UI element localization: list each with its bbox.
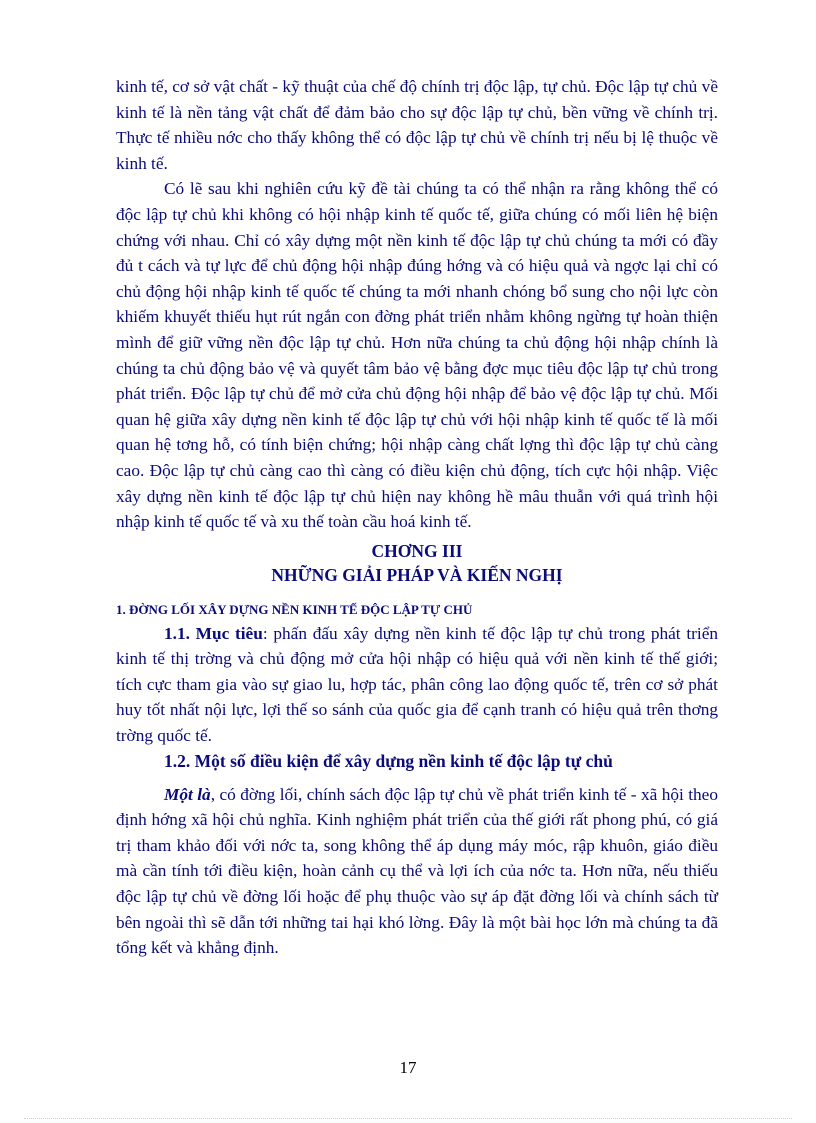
chapter-number: CHƠNG III: [371, 540, 463, 561]
objective-text: : phấn đấu xây dựng nền kinh tế độc lập tự chủ trong phát triển kinh tế thị trờng và chủ động mở cửa hội nhập có hiệu quả với nền kinh tế thế giới; tích cực tham gia vào sự giao lu, hợp tác, phân công lao động quốc tế, trên cơ sở phát huy tốt nhất nội lực, lợi thế so sánh của quốc gia để cạnh tranh có hiệu quả trên thơng trờng quốc tế.: [116, 623, 719, 746]
subsection-label-objective: 1.1. Mục tiêu: [164, 623, 263, 643]
paragraph-conclusion: Có lẽ sau khi nghiên cứu kỹ đề tài chúng ta có thể nhận ra rằng không thể có độc lập tự chủ khi không có hội nhập kinh tế quốc tế, giữa chúng có mối liên hệ biện chứng với nhau. Chỉ có xây dựng một nền kinh tế độc lập tự chủ chúng ta mới có đầy đủ t cách và tự lực để chủ động hội nhập đúng hớng và có hiệu quả và ngợc lại chỉ có chủ động hội nhập kinh tế quốc tế chúng ta mới nhanh chóng bổ sung cho nội lực còn khiếm khuyết thiếu hụt rút ngắn con đờng phát triển nhằm không ngừng tự hoàn thiện mình để giữ vững nền độc lập tự chủ. Hơn nữa chúng ta chủ động hội nhập chính là chúng ta chủ động bảo vệ và quyết tâm bảo vệ bằng đợc mục tiêu độc lập tự chủ trong phát triển. Độc lập tự chủ để mở cửa chủ động hội nhập để bảo vệ độc lập tự chủ. Mối quan hệ giữa xây dựng nền kinh tế độc lập tự chủ với hội nhập kinh tế quốc tế là mối quan hệ tơng hỗ, có tính biện chứng; hội nhập càng chất lợng thì độc lập tự chủ càng cao. Độc lập tự chủ càng cao thì càng có điều kiện chủ động, tích cực hội nhập. Việc xây dựng nền kinh tế độc lập tự chủ hiện nay không hề mâu thuẫn với quá trình hội nhập kinh tế quốc tế và xu thế toàn cầu hoá kinh tế.: [116, 179, 718, 532]
chapter-title: NHỮNG GIẢI PHÁP VÀ KIẾN NGHỊ: [271, 564, 563, 585]
condition-lead: Một là: [164, 784, 211, 804]
condition-text: , có đờng lối, chính sách độc lập tự chủ về phát triển kinh tế - xã hội theo định hớng xã hội chủ nghĩa. Kinh nghiệm phát triển của thế giới rất phong phú, có giá trị tham khảo đối với nớc ta, song không thể áp dụng máy móc, rập khuôn, giáo điều mà cần tính tới điều kiện, hoàn cảnh cụ thể và lợi ích của nớc ta. Hơn nữa, nếu thiếu độc lập tự chủ về đờng lối hoặc để phụ thuộc vào sự áp đặt đờng lối và chính sách từ bên ngoài thì sẽ dẫn tới những tai hại khó lờng. Đây là một bài học lớn mà chúng ta đã tổng kết và khẳng định.: [116, 784, 718, 958]
subsection-heading-conditions: 1.2. Một số điều kiện để xây dựng nền kinh tế độc lập tự chủ: [164, 750, 613, 771]
paragraph-condition-one: [116, 782, 718, 961]
section-heading: 1. ĐỜNG LỐI XÂY DỰNG NỀN KINH TẾ ĐỘC LẬP TỰ CHỦ: [116, 601, 473, 617]
page-number: 17: [399, 1058, 417, 1077]
paragraph-objective: [116, 621, 718, 749]
document-page: [116, 74, 718, 961]
footer-divider: [24, 1118, 792, 1119]
paragraph-intro: kinh tế, cơ sở vật chất - kỹ thuật của chế độ chính trị độc lập, tự chủ. Độc lập tự chủ về kinh tế là nền tảng vật chất để đảm bảo cho sự độc lập tự chủ, bền vững về chính trị. Thực tế nhiều nớc cho thấy không thể có độc lập tự chủ về chính trị nếu bị lệ thuộc về kinh tế.: [116, 77, 718, 173]
